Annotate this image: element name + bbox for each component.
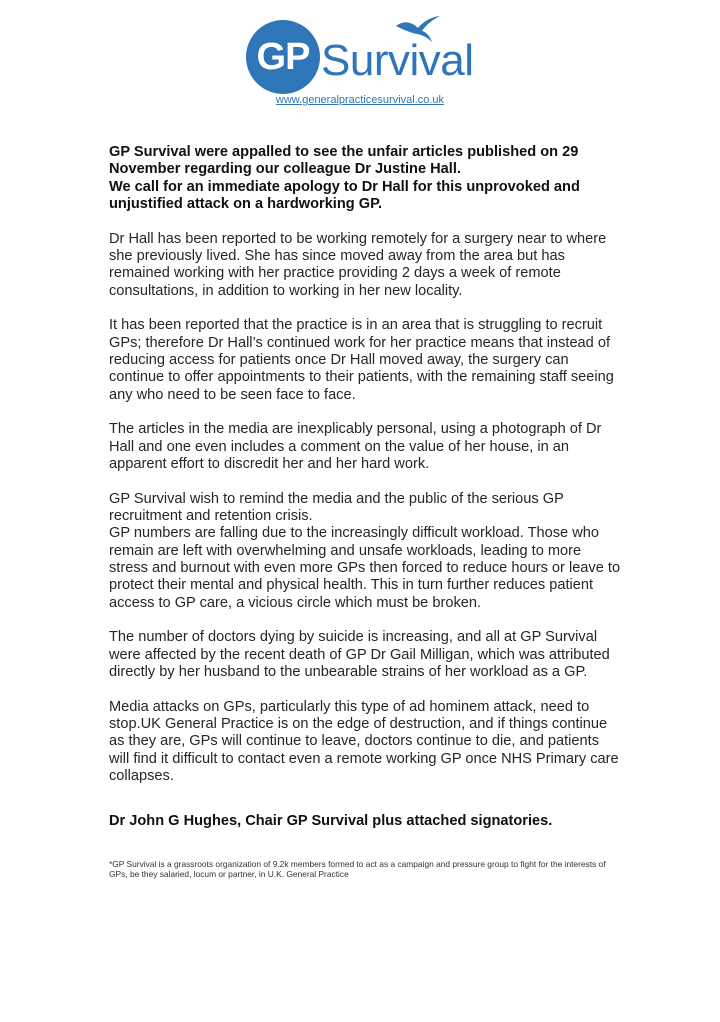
lead-statement-1: GP Survival were appalled to see the unfair articles published on 29 November regarding our colleague Dr Justine Hall. <box>109 144 579 178</box>
paragraph-suicide: The number of doctors dying by suicide is increasing, and all at GP Survival were affected by the recent death of GP Dr Gail Milligan, which was attributed directly by her husband to the unbearable strains of her workload as a GP. <box>109 629 610 680</box>
website-link[interactable]: www.generalpracticesurvival.co.uk <box>275 94 445 106</box>
letter-body <box>109 144 621 879</box>
paragraph-recruitment-area: It has been reported that the practice is in an area that is struggling to recruit GPs; therefore Dr Hall’s continued work for her practice means that instead of reducing access for patients once Dr Hall moved away, the surgery can continue to offer appointments to their patients, with the remaining staff seeing any who need to be seen face to face. <box>109 317 614 403</box>
gp-survival-logo <box>246 14 486 94</box>
paragraph-crisis-reminder: GP Survival wish to remind the media and the public of the serious GP recruitment and retention crisis. <box>109 490 564 525</box>
logo-gp-circle: GP <box>246 20 320 94</box>
paragraph-gp-numbers: GP numbers are falling due to the increasingly difficult workload. Those who remain are left with overwhelming and unsafe workloads, leading to more stress and burnout with even more GPs then forced to reduce hours or leave to protect their mental and physical health. This in turn further reduces patient access to GP care, a vicious circle which must be broken. <box>109 525 621 611</box>
signature-line: Dr John G Hughes, Chair GP Survival plus attached signatories. <box>109 813 553 830</box>
paragraph-media-personal: The articles in the media are inexplicably personal, using a photograph of Dr Hall and one even includes a comment on the value of her house, in an apparent effort to discredit her and her hard work. <box>109 421 602 472</box>
swallow-bird-icon <box>394 14 442 44</box>
lead-statement-2: We call for an immediate apology to Dr Hall for this unprovoked and unjustified attack on a hardworking GP. <box>109 178 580 212</box>
paragraph-media-attacks: Media attacks on GPs, particularly this type of ad hominem attack, need to stop.UK General Practice is on the edge of destruction, and if things continue as they are, GPs will continue to leave, doctors continue to die, and patients will find it difficult to contact even a remote working GP once NHS Primary care collapses. <box>109 698 619 784</box>
paragraph-remote-working: Dr Hall has been reported to be working remotely for a surgery near to where she previously lived. She has since moved away from the area but has remained working with her practice providing 2 days a week of remote consultations, in addition to working in her new locality. <box>109 230 607 299</box>
footnote: *GP Survival is a grassroots organization of 9.2k members formed to act as a campaign and pressure group to fight for the interests of GPs, be they salaried, locum or partner, in U.K. General Practice <box>109 858 606 879</box>
logo-wordmark: Survival <box>321 36 474 85</box>
